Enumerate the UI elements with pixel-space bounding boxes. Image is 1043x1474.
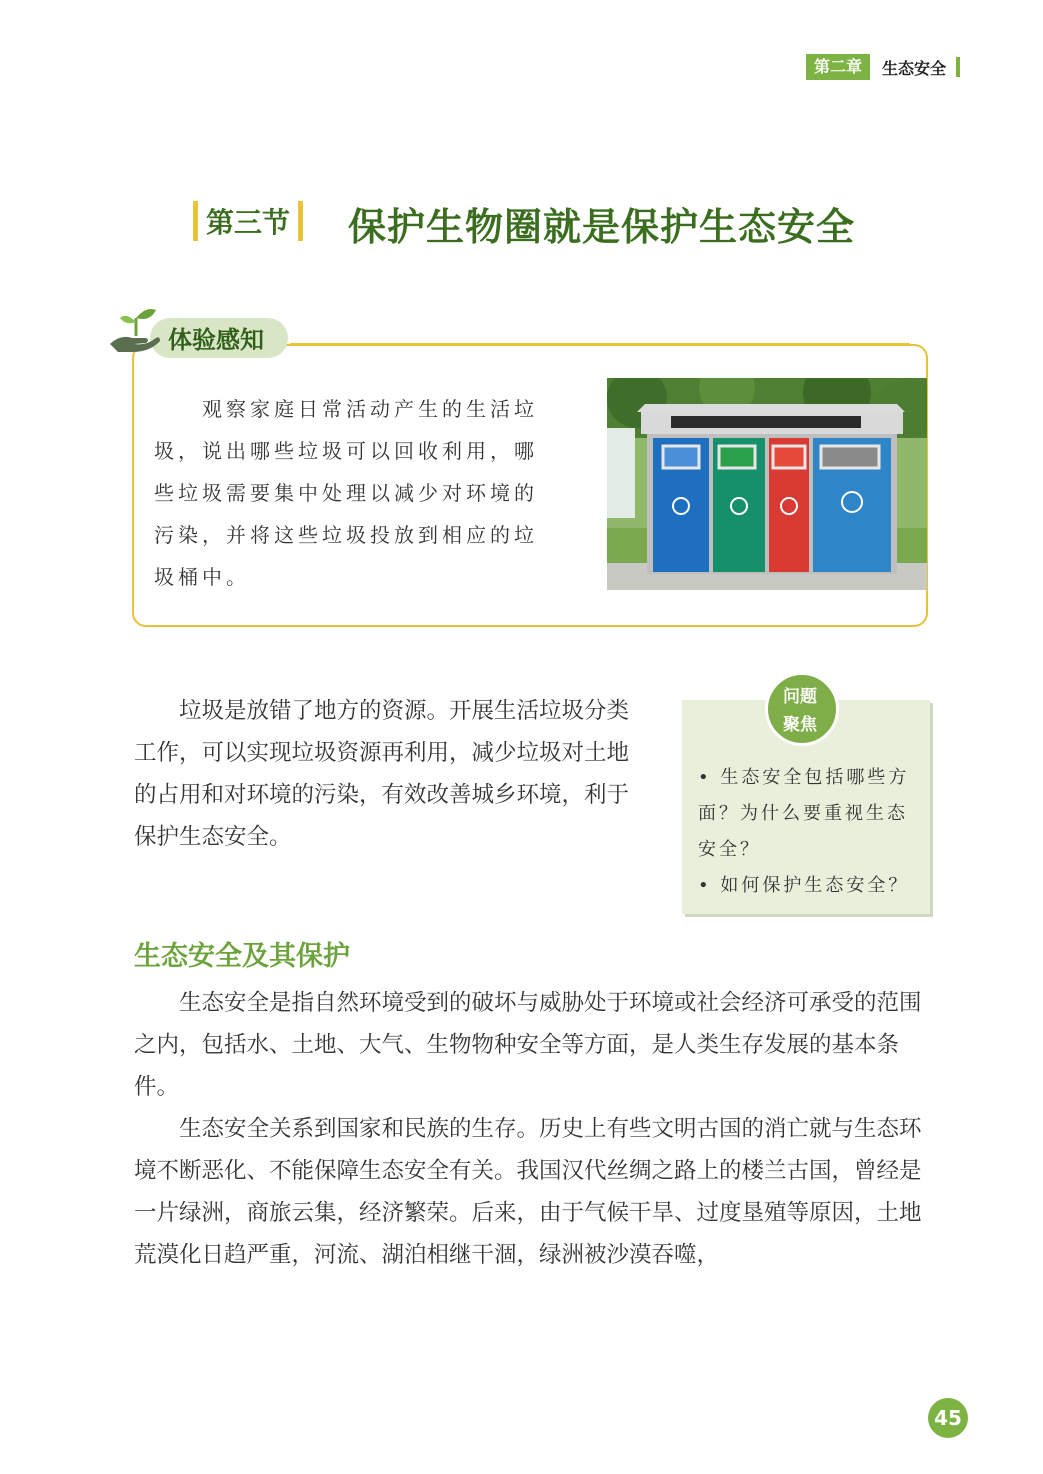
page-number: 45 bbox=[928, 1398, 968, 1438]
question-focus-title-1: 问题 bbox=[783, 687, 817, 707]
paragraph-garbage-sorting: 垃圾是放错了地方的资源。开展生活垃圾分类工作，可以实现垃圾资源再利用，减少垃圾对土地的占用和对环境的污染，有效改善城乡环境，利于保护生态安全。 bbox=[134, 698, 630, 850]
chapter-header bbox=[806, 54, 960, 80]
section-label bbox=[193, 200, 303, 242]
question-item: • 生态安全包括哪些方面？为什么要重视生态安全？ bbox=[698, 760, 920, 868]
question-item: • 如何保护生态安全？ bbox=[698, 868, 920, 904]
question-focus-list bbox=[698, 760, 920, 904]
chapter-number: 第二章 bbox=[806, 54, 870, 80]
question-focus-title-2: 聚焦 bbox=[783, 715, 817, 735]
chapter-bar-decoration bbox=[956, 57, 960, 77]
experience-header-line bbox=[290, 343, 910, 345]
paragraph-ecological-security-history: 生态安全关系到国家和民族的生存。历史上有些文明古国的消亡就与生态环境不断恶化、不能保障生态安全有关。我国汉代丝绸之路上的楼兰古国，曾经是一片绿洲，商旅云集，经济繁荣。后来，由于气候干旱、过度垦殖等原因，土地荒漠化日趋严重，河流、湖泊相继干涸，绿洲被沙漠吞噬， bbox=[134, 1116, 922, 1268]
section-bar-right bbox=[298, 201, 303, 241]
recycling-bins-photo bbox=[607, 378, 927, 590]
hand-sprout-icon bbox=[106, 304, 162, 356]
subheading: 生态安全及其保护 bbox=[134, 941, 350, 972]
experience-text: 观察家庭日常活动产生的生活垃圾，说出哪些垃圾可以回收利用，哪些垃圾需要集中处理以减少对环境的污染，并将这些垃圾投放到相应的垃圾桶中。 bbox=[154, 397, 538, 589]
paragraph-ecological-security-definition: 生态安全是指自然环境受到的破坏与威胁处于环境或社会经济可承受的范围之内，包括水、土地、大气、生物物种安全等方面，是人类生存发展的基本条件。 bbox=[134, 990, 922, 1100]
section-title: 保护生物圈就是保护生态安全 bbox=[348, 205, 856, 249]
section-number: 第三节 bbox=[206, 206, 291, 239]
experience-label: 体验感知 bbox=[168, 326, 264, 354]
chapter-title: 生态安全 bbox=[882, 58, 947, 78]
